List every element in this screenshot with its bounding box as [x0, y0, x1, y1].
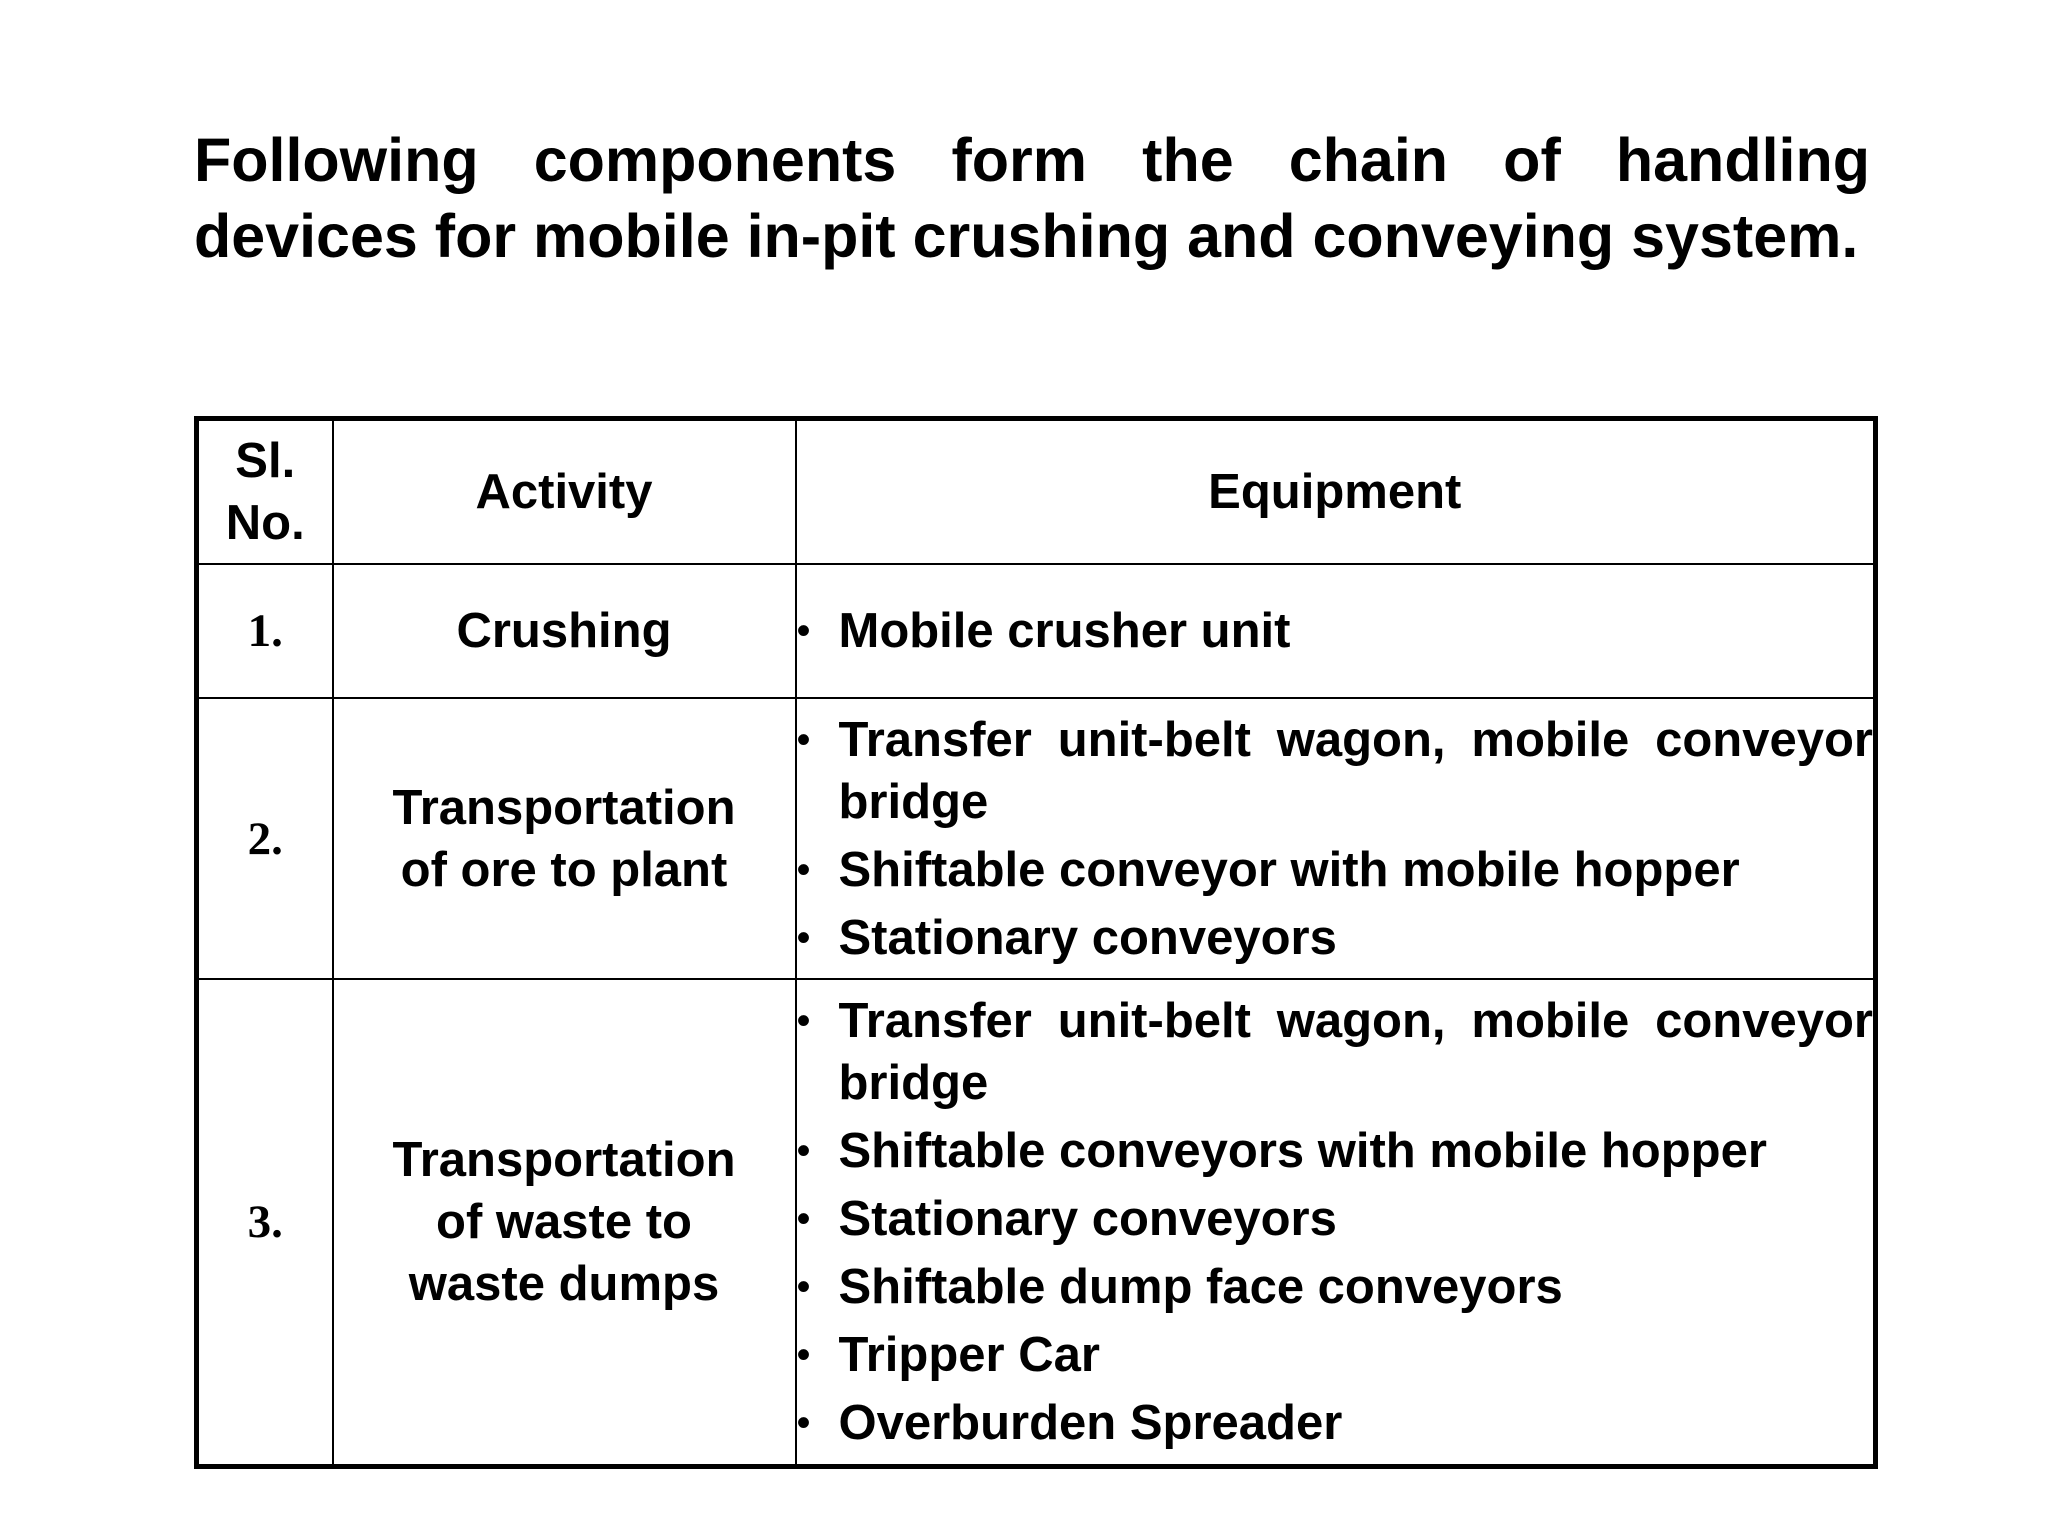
- table-row: [197, 979, 1876, 1467]
- equipment-list: [797, 990, 1874, 1454]
- equipment-list: [797, 709, 1874, 969]
- row-sl-number: 1.: [197, 564, 333, 698]
- row-sl-number: 3.: [197, 979, 333, 1467]
- equipment-item: • Shiftable dump face conveyors: [797, 1256, 1874, 1318]
- header-activity: Activity: [333, 419, 796, 565]
- row-activity: [333, 698, 796, 979]
- equipment-item: • Transfer unit-belt wagon, mobile conveyor bridge: [797, 990, 1874, 1114]
- equipment-item: • Mobile crusher unit: [797, 600, 1874, 662]
- activity-line: waste dumps: [408, 1257, 720, 1311]
- equipment-item: • Stationary conveyors: [797, 1188, 1874, 1250]
- intro-paragraph: Following components form the chain of handling devices for mobile in-pit crushing and conveying system.: [194, 126, 1870, 270]
- table-row: [197, 564, 1876, 698]
- activity-line: of ore to plant: [400, 842, 728, 897]
- row-sl-number: 2.: [197, 698, 333, 979]
- row-activity: [333, 979, 796, 1467]
- header-sl-line1: Sl.: [235, 434, 296, 488]
- row-equipment: [796, 698, 1876, 979]
- equipment-list: [797, 600, 1874, 662]
- header-sl-line2: No.: [225, 496, 305, 550]
- activity-line: Transportation: [392, 780, 736, 835]
- handling-devices-table: [194, 416, 1878, 1469]
- equipment-item: • Shiftable conveyors with mobile hopper: [797, 1120, 1874, 1182]
- equipment-item: • Overburden Spreader: [797, 1392, 1874, 1454]
- equipment-item: • Shiftable conveyor with mobile hopper: [797, 839, 1874, 901]
- activity-line: of waste to: [436, 1195, 692, 1249]
- table-header-row: [197, 419, 1876, 565]
- table-row: [197, 698, 1876, 979]
- equipment-item: • Stationary conveyors: [797, 907, 1874, 969]
- equipment-item: • Transfer unit-belt wagon, mobile conveyor bridge: [797, 709, 1874, 833]
- row-equipment: [796, 979, 1876, 1467]
- activity-line: Transportation: [392, 1133, 736, 1187]
- header-sl-no: [197, 419, 333, 565]
- row-activity: Crushing: [333, 564, 796, 698]
- header-equipment: Equipment: [796, 419, 1876, 565]
- row-equipment: [796, 564, 1876, 698]
- equipment-item: • Tripper Car: [797, 1324, 1874, 1386]
